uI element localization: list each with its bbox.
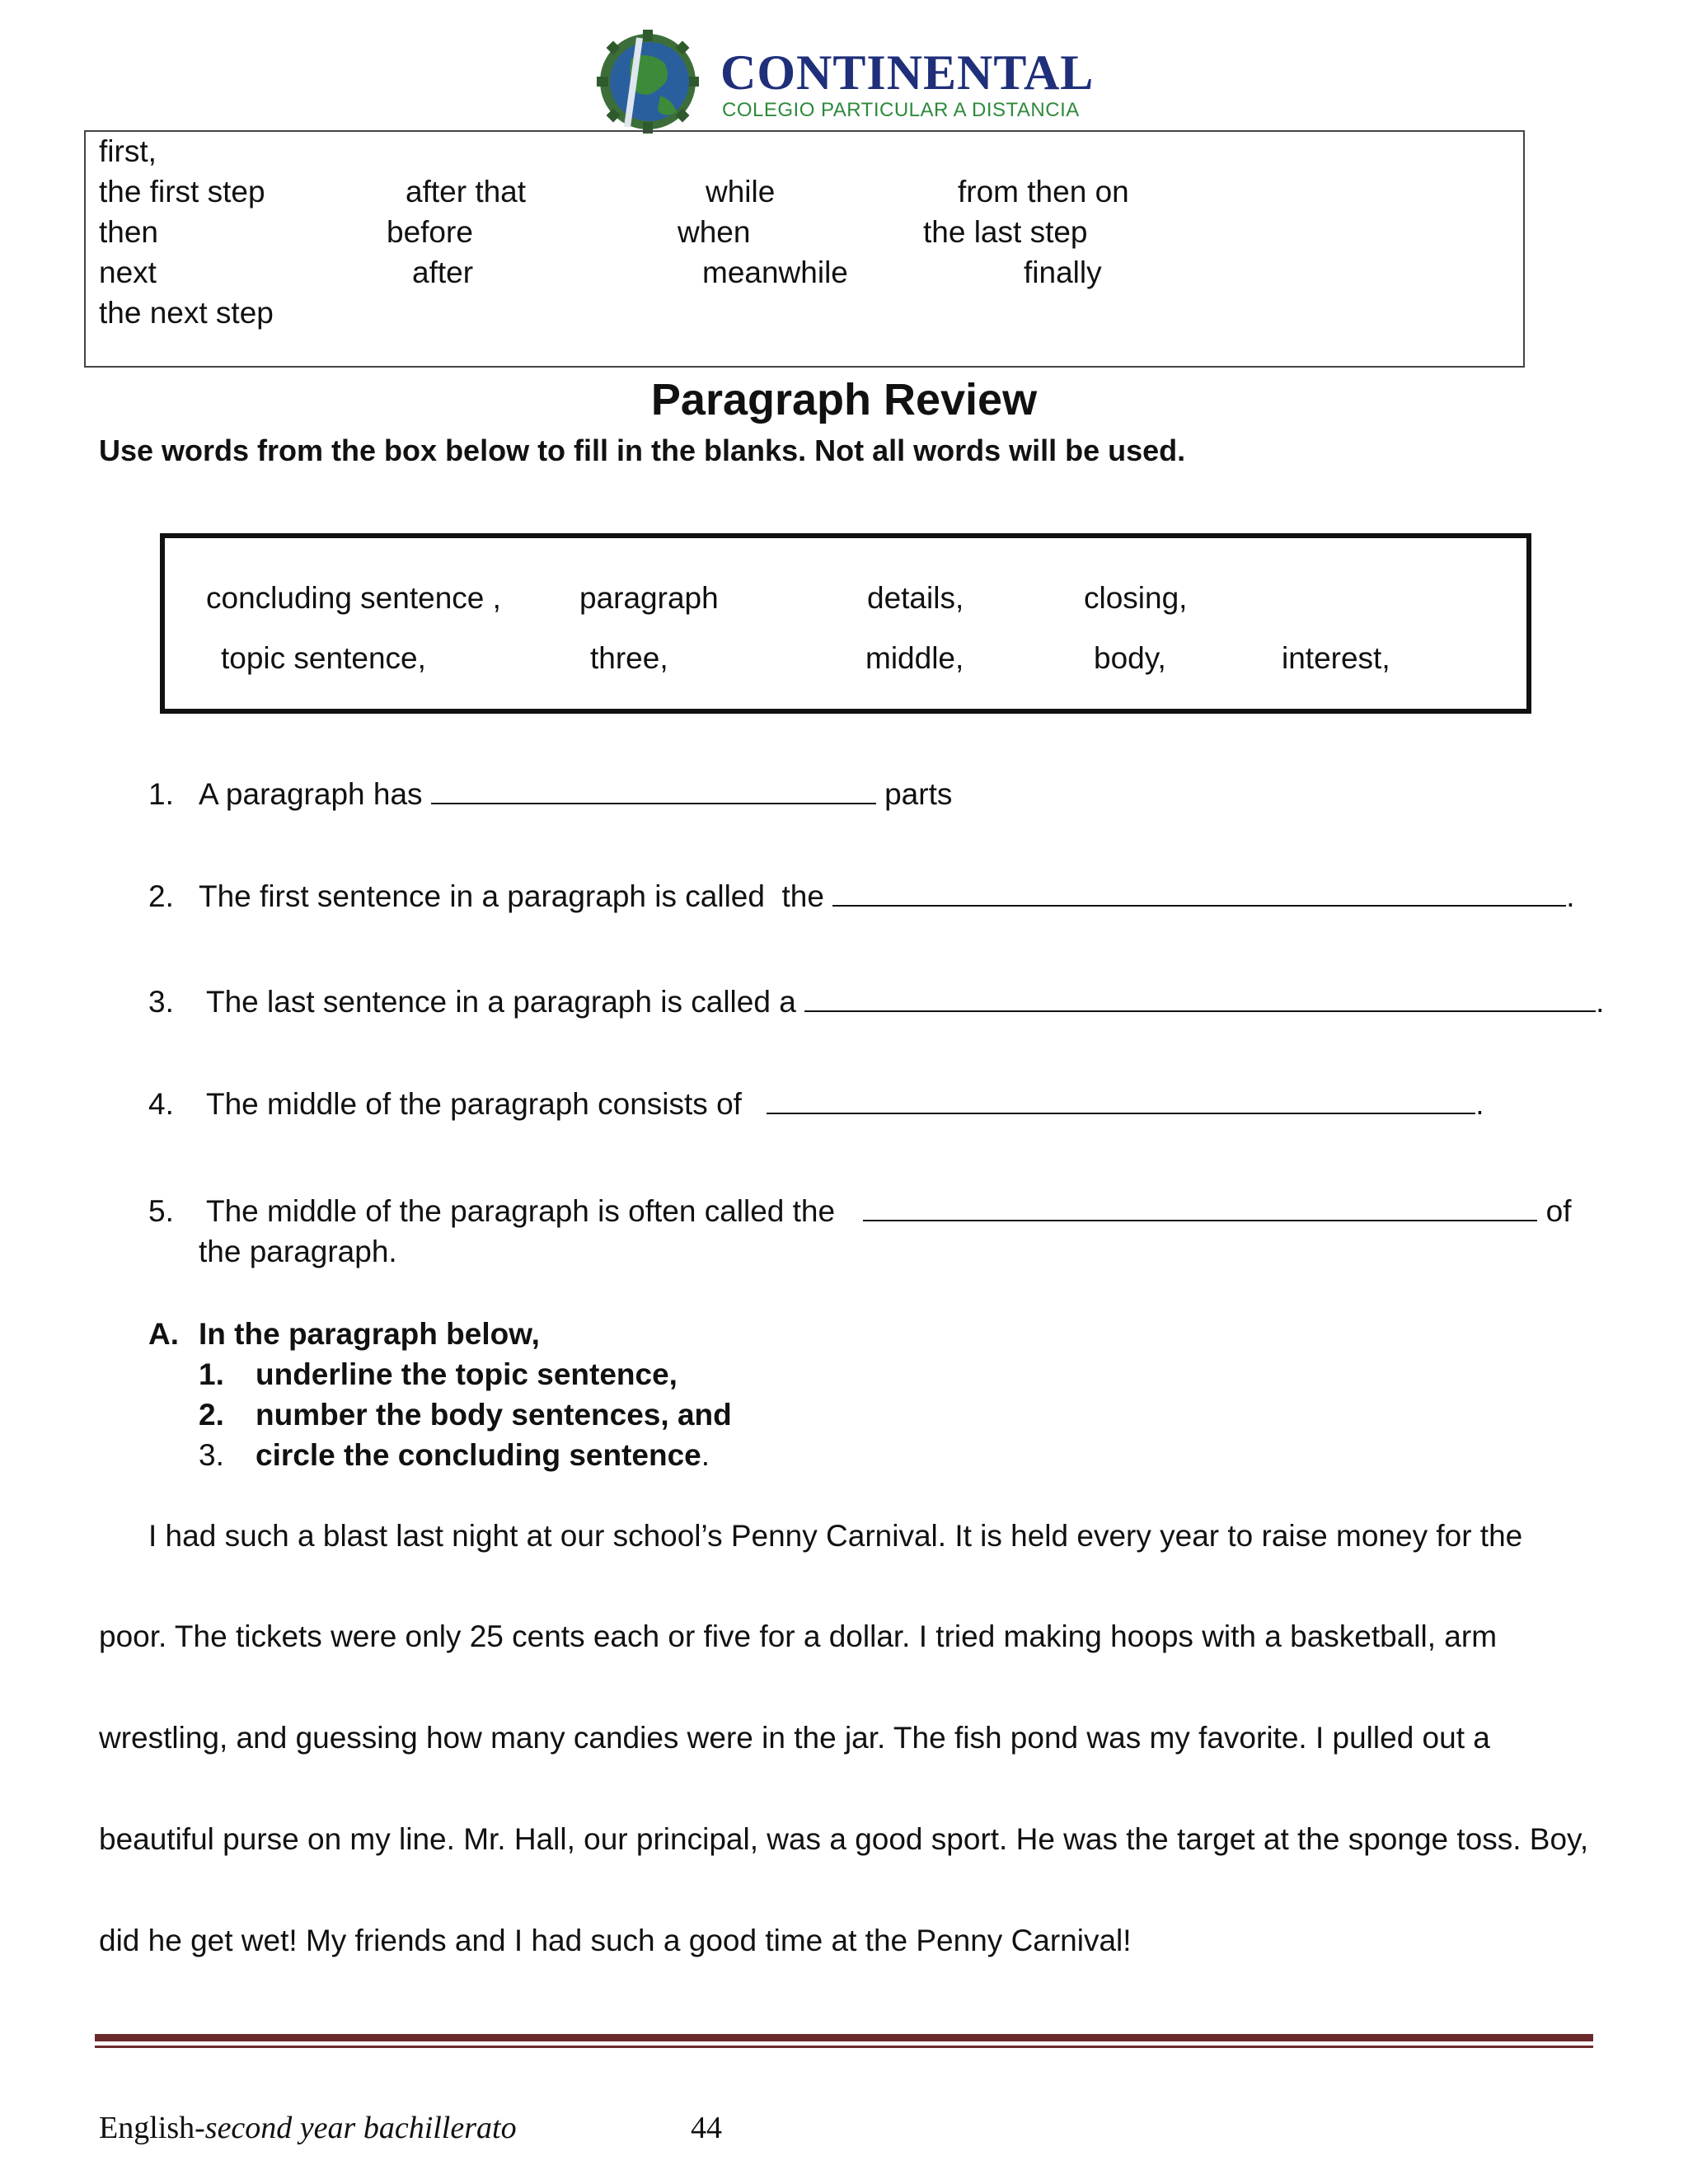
transition-word: the first step	[99, 175, 265, 209]
footer-course	[99, 2110, 517, 2146]
question-text: The middle of the paragraph consists of	[206, 1087, 742, 1121]
logo-brand-name: CONTINENTAL	[720, 45, 1095, 100]
instructions: Use words from the box below to fill in the blanks. Not all words will be used.	[99, 434, 1186, 467]
word-bank-item: closing,	[1084, 581, 1188, 615]
step-number: 2.	[199, 1398, 224, 1432]
footer-rule	[95, 2034, 1593, 2041]
footer-subject: English-	[99, 2111, 205, 2145]
step-number: 1.	[199, 1357, 224, 1391]
passage-line: beautiful purse on my line. Mr. Hall, our principal, was a good sport. He was the target at the sponge toss. Boy,	[99, 1822, 1589, 1856]
step-number: 3.	[199, 1438, 224, 1472]
question-text: The last sentence in a paragraph is called a	[206, 985, 796, 1019]
question-continuation: the paragraph.	[199, 1235, 397, 1268]
transition-word: then	[99, 215, 159, 249]
transition-word: after that	[406, 175, 527, 209]
word-bank-box	[160, 533, 1531, 714]
transition-word: the last step	[923, 215, 1088, 249]
question-number: 3.	[148, 985, 174, 1019]
passage-line: did he get wet! My friends and I had such a good time at the Penny Carnival!	[99, 1924, 1132, 1957]
word-bank-item: three,	[590, 641, 668, 675]
question-3	[206, 984, 1604, 1020]
globe-gear-logo-icon	[582, 30, 714, 134]
page-title: Paragraph Review	[650, 375, 1038, 424]
transition-word: before	[387, 215, 473, 249]
question-text: The middle of the paragraph is often called the	[206, 1194, 836, 1228]
question-number: 4.	[148, 1087, 174, 1121]
transition-word: meanwhile	[702, 255, 848, 289]
logo-subtitle: COLEGIO PARTICULAR A DISTANCIA	[722, 99, 1080, 121]
school-logo	[582, 30, 1095, 134]
question-4	[206, 1086, 1484, 1122]
word-bank-item: details,	[867, 581, 964, 615]
transition-word: when	[678, 215, 751, 249]
step-trail: .	[701, 1438, 710, 1472]
word-bank-item: concluding sentence ,	[206, 581, 501, 615]
passage-line: I had such a blast last night at our school’s Penny Carnival. It is held every year to raise money for the	[148, 1519, 1523, 1553]
question-2	[199, 879, 1575, 915]
word-bank-item: interest,	[1282, 641, 1390, 675]
word-bank-item: topic sentence,	[221, 641, 426, 675]
question-text: A paragraph has	[199, 777, 423, 811]
answer-blank[interactable]	[832, 880, 1566, 907]
question-suffix: parts	[884, 777, 953, 811]
transition-words-box	[84, 130, 1525, 368]
step-text: underline the topic sentence,	[256, 1357, 678, 1391]
page-number: 44	[691, 2111, 722, 2145]
question-number: 1.	[148, 777, 174, 811]
answer-blank[interactable]	[804, 986, 1596, 1012]
question-suffix: .	[1475, 1087, 1484, 1121]
transition-word: next	[99, 255, 157, 289]
answer-blank[interactable]	[863, 1195, 1537, 1221]
passage-line: wrestling, and guessing how many candies were in the jar. The fish pond was my favorite. I pulled out a	[99, 1721, 1490, 1755]
section-label: A.	[148, 1317, 179, 1351]
transition-word: from then on	[958, 175, 1129, 209]
step-item	[256, 1436, 710, 1474]
question-suffix: .	[1566, 879, 1575, 913]
passage-line: poor. The tickets were only 25 cents each or five for a dollar. I tried making hoops with a basketball, arm	[99, 1619, 1498, 1653]
transition-word: after	[412, 255, 474, 289]
question-1	[199, 776, 952, 813]
question-suffix: of	[1545, 1194, 1572, 1228]
question-text: The first sentence in a paragraph is called the	[199, 879, 824, 913]
transition-word: first,	[99, 134, 157, 168]
transition-word: while	[706, 175, 776, 209]
footer-course-name: second year bachillerato	[204, 2111, 517, 2145]
answer-blank[interactable]	[767, 1088, 1475, 1114]
word-bank-item: middle,	[865, 641, 964, 675]
transition-word: the next step	[99, 296, 274, 330]
footer-rule-thin	[95, 2046, 1593, 2048]
transition-word: finally	[1024, 255, 1102, 289]
question-5	[206, 1193, 1572, 1230]
question-number: 2.	[148, 879, 174, 913]
word-bank-item: paragraph	[579, 581, 719, 615]
section-heading: In the paragraph below,	[199, 1317, 540, 1351]
answer-blank[interactable]	[431, 778, 876, 804]
question-number: 5.	[148, 1194, 174, 1228]
step-text: circle the concluding sentence	[256, 1438, 701, 1472]
word-bank-item: body,	[1094, 641, 1166, 675]
question-suffix: .	[1596, 985, 1605, 1019]
step-text: number the body sentences, and	[256, 1398, 732, 1432]
